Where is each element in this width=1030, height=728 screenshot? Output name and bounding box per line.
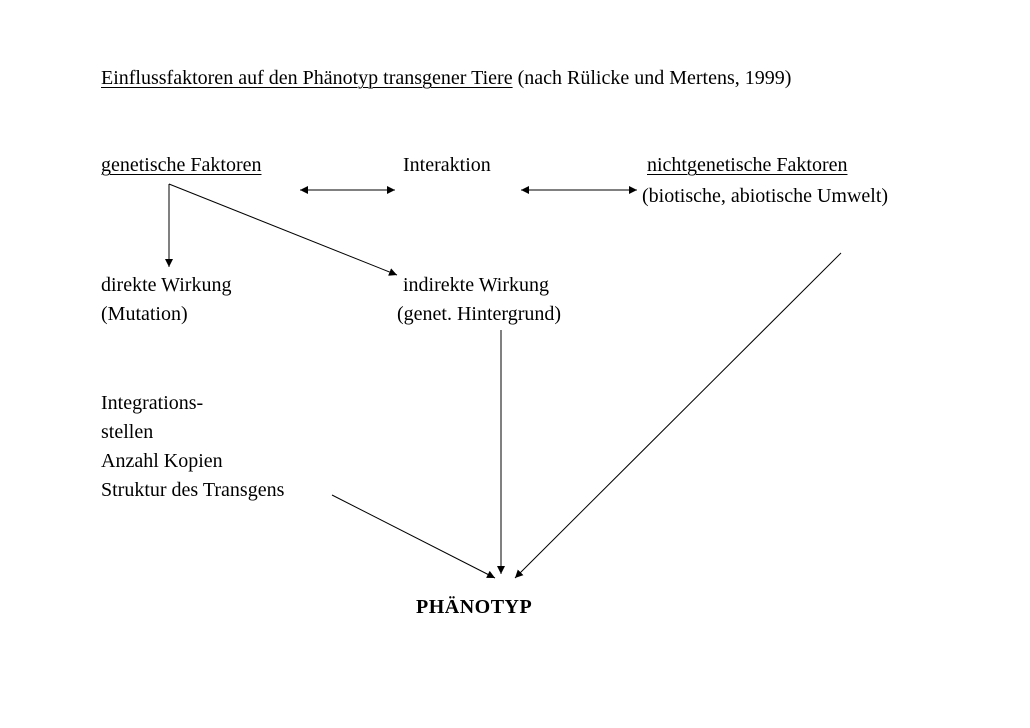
nongenetic-detail: (biotische, abiotische Umwelt) — [642, 185, 889, 207]
node-interaction: Interaktion — [403, 154, 491, 176]
transgene-factor-1: Integrations- — [101, 392, 204, 414]
arrow-transgene-to-phenotype — [332, 495, 495, 578]
transgene-factor-4: Struktur des Transgens — [101, 479, 285, 501]
title-main: Einflussfaktoren auf den Phänotyp transgener Tiere — [101, 67, 513, 89]
node-genetic-factors: genetische Faktoren — [101, 154, 262, 176]
node-indirect-effect: indirekte Wirkung — [403, 274, 550, 296]
arrow-genetic-to-indirect — [169, 184, 397, 275]
arrow-nongenetic-to-phenotype — [515, 253, 841, 578]
transgene-factor-2: stellen — [101, 421, 154, 443]
title-citation: (nach Rülicke und Mertens, 1999) — [517, 67, 792, 89]
indirect-effect-detail: (genet. Hintergrund) — [397, 303, 562, 325]
node-direct-effect: direkte Wirkung — [101, 274, 232, 296]
direct-effect-detail: (Mutation) — [101, 303, 188, 325]
node-phenotype: PHÄNOTYP — [416, 596, 533, 618]
node-nongenetic-factors: nichtgenetische Faktoren — [647, 154, 848, 176]
transgene-factor-3: Anzahl Kopien — [101, 450, 223, 472]
